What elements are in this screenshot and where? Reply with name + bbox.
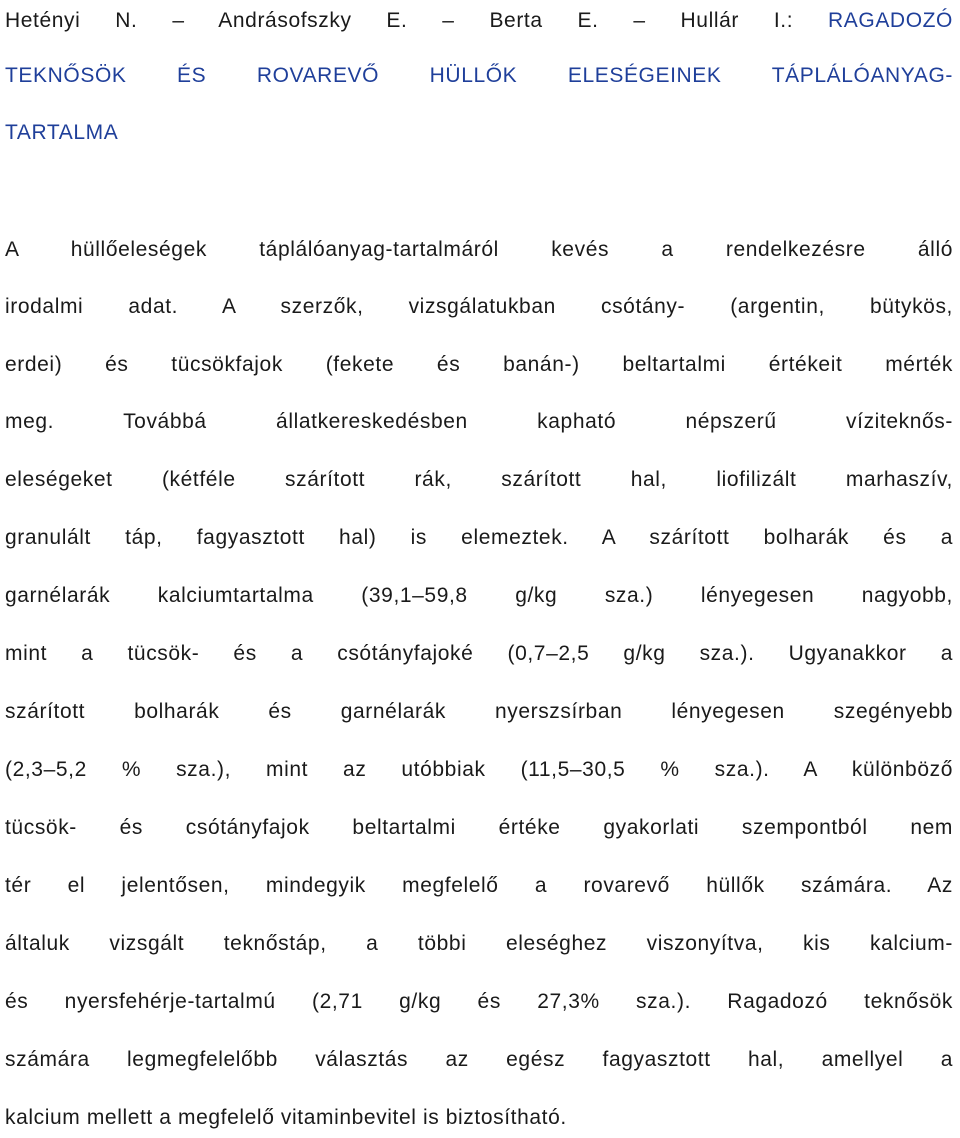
paragraph-line: és nyersfehérje-tartalmú (2,71 g/kg és 27,3% sza.). Ragadozó teknősök (5, 990, 953, 1013)
paragraph-line: granulált táp, fagyasztott hal) is elemeztek. A szárított bolharák és a (5, 526, 953, 549)
paragraph-line: (2,3–5,2 % sza.), mint az utóbbiak (11,5–30,5 % sza.). A különböző (5, 758, 953, 781)
paragraph-line: meg. Továbbá állatkereskedésben kapható népszerű víziteknős- (5, 410, 953, 433)
paragraph-line: irodalmi adat. A szerzők, vizsgálatukban csótány- (argentin, bütykös, (5, 295, 953, 318)
paragraph-line-last: kalcium mellett a megfelelő vitaminbevitel is biztosítható. (5, 1106, 567, 1129)
paragraph-line: általuk vizsgált teknőstáp, a többi eleséghez viszonyítva, kis kalcium- (5, 932, 953, 955)
paragraph-line: mint a tücsök- és a csótányfajoké (0,7–2,5 g/kg sza.). Ugyanakkor a (5, 642, 953, 665)
header-line-1 (5, 1, 953, 41)
paragraph-line: szárított bolharák és garnélarák nyerszsírban lényegesen szegényebb (5, 700, 953, 723)
article-title-part-2: TEKNŐSÖK ÉS ROVAREVŐ HÜLLŐK ELESÉGEINEK TÁPLÁLÓANYAG- (5, 64, 953, 87)
article-title-part-1: RAGADOZÓ (828, 9, 953, 32)
paragraph-line: tücsök- és csótányfajok beltartalmi értéke gyakorlati szempontból nem (5, 816, 953, 839)
authors: Hetényi N. – Andrásofszky E. – Berta E. – Hullár I.: (5, 9, 829, 32)
paragraph-line: A hüllőeleségek táplálóanyag-tartalmáról kevés a rendelkezésre álló (5, 238, 953, 261)
paragraph-line: erdei) és tücsökfajok (fekete és banán-) beltartalmi értékeit mérték (5, 353, 953, 376)
article-title-part-3: TARTALMA (5, 121, 119, 144)
paragraph-line: számára legmegfelelőbb választás az egész fagyasztott hal, amellyel a (5, 1048, 953, 1071)
paragraph-line: eleségeket (kétféle szárított rák, szárított hal, liofilizált marhaszív, (5, 468, 953, 491)
paragraph-line: garnélarák kalciumtartalma (39,1–59,8 g/kg sza.) lényegesen nagyobb, (5, 584, 953, 607)
paragraph-line: tér el jelentősen, mindegyik megfelelő a rovarevő hüllők számára. Az (5, 874, 953, 897)
